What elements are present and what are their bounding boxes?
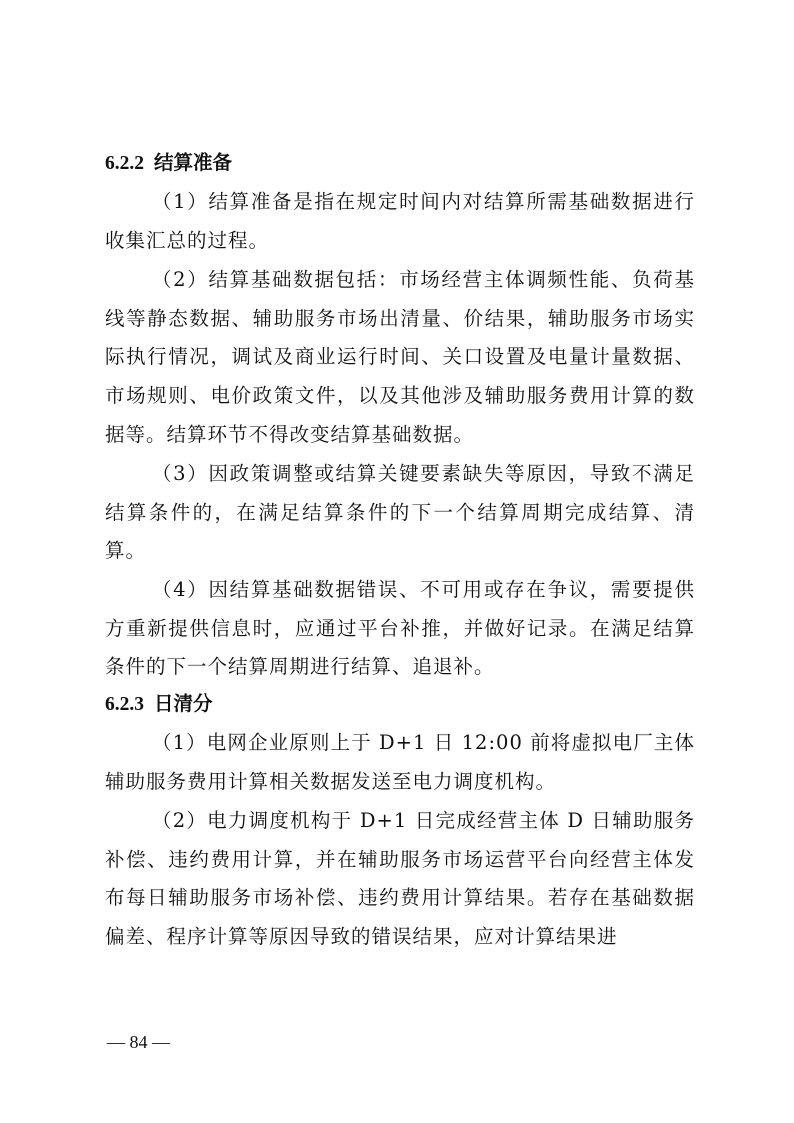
- page-number: — 84 —: [107, 1032, 170, 1052]
- section-number: 6.2.2: [105, 153, 144, 174]
- section-title: 日清分: [154, 692, 213, 715]
- section-number: 6.2.3: [105, 694, 144, 715]
- section-heading-6-2-2: [105, 148, 232, 179]
- paragraph-6-2-2-2: （2）结算基础数据包括：市场经营主体调频性能、负荷基线等静态数据、辅助服务市场出清量、价结果，辅助服务市场实际执行情况，调试及商业运行时间、关口设置及电量计量数据、市场规则、电价政策文件，以及其他涉及辅助服务费用计算的数据等。结算环节不得改变结算基础数据。: [105, 268, 695, 446]
- paragraph-6-2-2-4: （4）因结算基础数据错误、不可用或存在争议，需要提供方重新提供信息时，应通过平台补推，并做好记录。在满足结算条件的下一个结算周期进行结算、追退补。: [105, 578, 695, 679]
- section-title: 结算准备: [154, 151, 233, 174]
- paragraph-6-2-2-3: （3）因政策调整或结算关键要素缺失等原因，导致不满足结算条件的，在满足结算条件的下一个结算周期完成结算、清算。: [105, 462, 695, 563]
- paragraph-6-2-2-1: （1）结算准备是指在规定时间内对结算所需基础数据进行收集汇总的过程。: [105, 190, 695, 252]
- paragraph-6-2-3-1: （1）电网企业原则上于 D+1 日 12:00 前将虚拟电厂主体辅助服务费用计算相关数据发送至电力调度机构。: [105, 731, 695, 793]
- paragraph-6-2-3-2: （2）电力调度机构于 D+1 日完成经营主体 D 日辅助服务补偿、违约费用计算，并在辅助服务市场运营平台向经营主体发布每日辅助服务市场补偿、违约费用计算结果。若存在基础数据偏差、程序计算等原因导致的错误结果，应对计算结果进: [105, 809, 695, 949]
- section-heading-6-2-3: [105, 689, 213, 720]
